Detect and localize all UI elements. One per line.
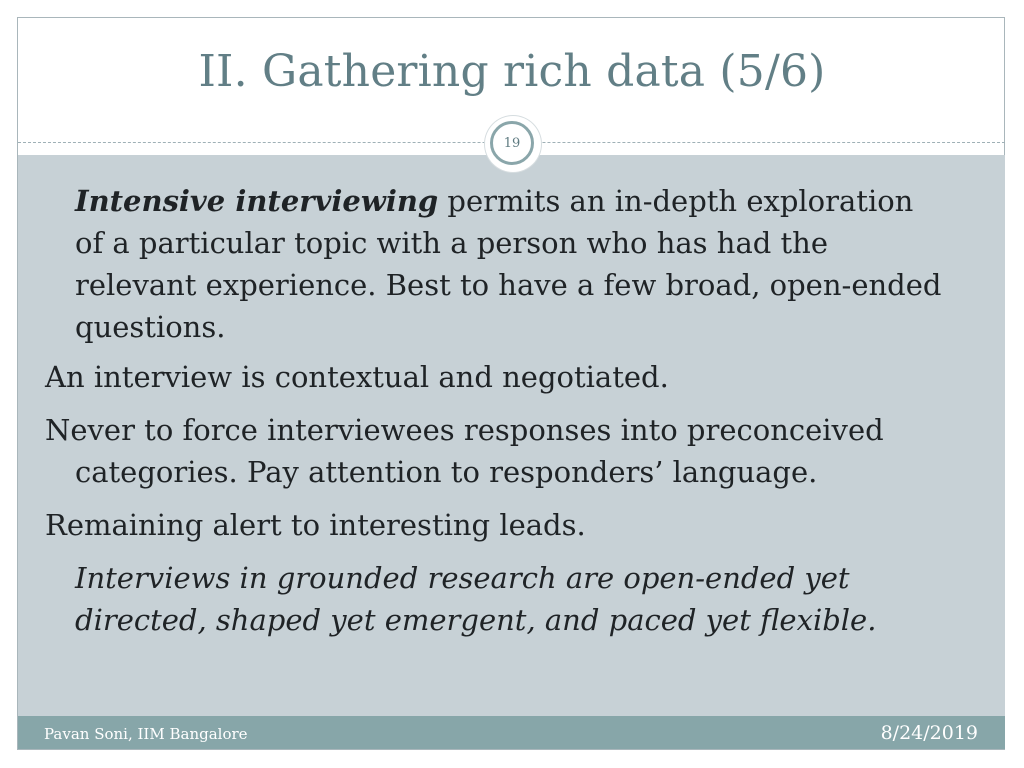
slide-number: 19 (490, 121, 534, 165)
paragraph-intensive-interviewing (45, 180, 945, 348)
paragraph-never-force: Never to force interviewees responses into preconceived categories. Pay attention to responders’ language. (45, 413, 884, 489)
paragraph-1-text: permits an in-depth exploration of a particular topic with a person who has had the relevant experience. Best to have a few broad, open-ended questions. (75, 184, 942, 344)
paragraph-grounded-research: Interviews in grounded research are open-ended yet directed, shaped yet emergent, and paced yet flexible. (75, 561, 877, 637)
slide-body (45, 180, 945, 652)
footer-date: 8/24/2019 (880, 722, 978, 744)
paragraph-contextual: An interview is contextual and negotiated. (45, 360, 669, 394)
slide-title: II. Gathering rich data (5/6) (198, 46, 826, 97)
term-intensive-interviewing: Intensive interviewing (75, 184, 439, 218)
footer-author: Pavan Soni, IIM Bangalore (44, 725, 248, 743)
paragraph-remaining-alert: Remaining alert to interesting leads. (45, 508, 586, 542)
